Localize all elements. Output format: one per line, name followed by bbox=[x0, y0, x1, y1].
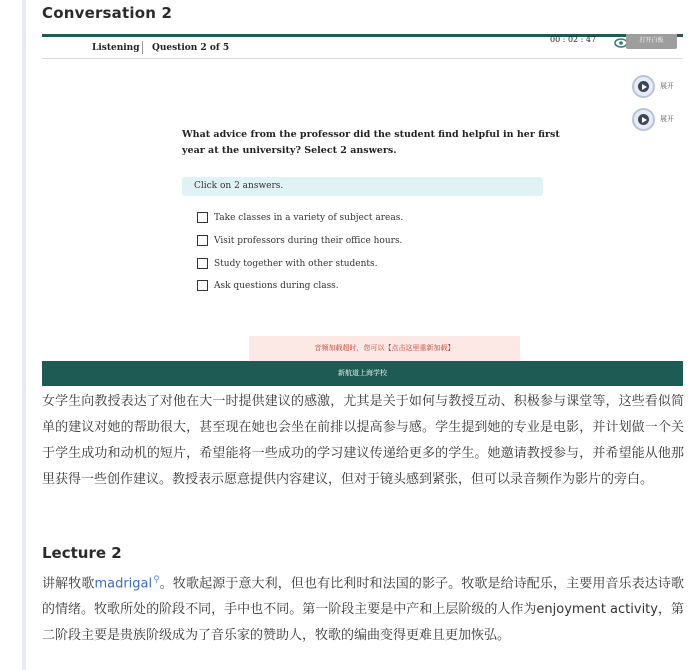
audio-play-button-1[interactable] bbox=[632, 75, 678, 99]
checkbox[interactable] bbox=[197, 280, 208, 291]
option-label: Visit professors during their office hours. bbox=[214, 236, 403, 246]
lecture-intro: 讲解牧歌 bbox=[42, 576, 95, 592]
audio-reload-notice[interactable]: 音频加载超时，您可以【点击这里重新加载】 bbox=[249, 336, 520, 361]
lecture-summary bbox=[42, 567, 684, 649]
checkbox[interactable] bbox=[197, 258, 208, 269]
play-icon bbox=[632, 75, 655, 98]
exam-footer: 新航道上海学校 bbox=[42, 361, 683, 386]
checkbox[interactable] bbox=[197, 235, 208, 246]
expand-label: 展开 bbox=[660, 115, 674, 123]
question-text: What advice from the professor did the student find helpful in her first year at the university? Select 2 answers. bbox=[182, 129, 560, 156]
left-rule bbox=[22, 0, 26, 670]
answer-instruction: Click on 2 answers. bbox=[182, 177, 543, 196]
section-label: Listening bbox=[92, 43, 140, 53]
search-icon[interactable]: ⚲ bbox=[153, 575, 160, 585]
header-divider bbox=[142, 41, 143, 54]
play-icon bbox=[632, 108, 655, 131]
conversation-summary: 女学生向教授表达了对他在大一时提供建议的感激，尤其是关于如何与教授互动、积极参与课堂等，这些看似简单的建议对她的帮助很大，甚至现在她也会坐在前排以提高参与感。学生提到她的专业是电影，并计划做一个关于学生成功和动机的短片，希望能将一些成功的学习建议传递给更多的学生。她邀请教授参与，并希望能从他那里获得一些创作建议。教授表示愿意提供内容建议，但对于镜头感到紧张，但可以录音频作为影片的旁白。 bbox=[42, 394, 684, 487]
expand-label: 展开 bbox=[660, 82, 674, 90]
timer: 00 : 02 : 47 bbox=[550, 35, 597, 44]
option-label: Ask questions during class. bbox=[214, 281, 339, 291]
option-label: Take classes in a variety of subject areas. bbox=[214, 213, 404, 223]
conversation-heading: Conversation 2 bbox=[42, 4, 173, 22]
audio-play-button-2[interactable] bbox=[632, 108, 678, 132]
open-whiteboard-button[interactable]: 打开白板 bbox=[626, 34, 677, 49]
checkbox[interactable] bbox=[197, 212, 208, 223]
option-label: Study together with other students. bbox=[214, 259, 378, 269]
exam-screenshot bbox=[42, 34, 683, 386]
lecture-heading: Lecture 2 bbox=[42, 544, 122, 562]
question-counter: Question 2 of 5 bbox=[152, 43, 230, 53]
lecture-body: 。牧歌起源于意大利，但也有比利时和法国的影子。牧歌是给诗配乐，主要用音乐表达诗歌的情绪。牧歌所处的阶段不同，手中也不同。第一阶段主要是中产和上层阶级的人作为enjoyment activity，第二阶段主要是贵族阶级成为了音乐家的赞助人，牧歌的编曲变得更难且更加恢弘。 bbox=[42, 576, 684, 644]
keyword-link-madrigal[interactable]: madrigal bbox=[94, 576, 153, 592]
